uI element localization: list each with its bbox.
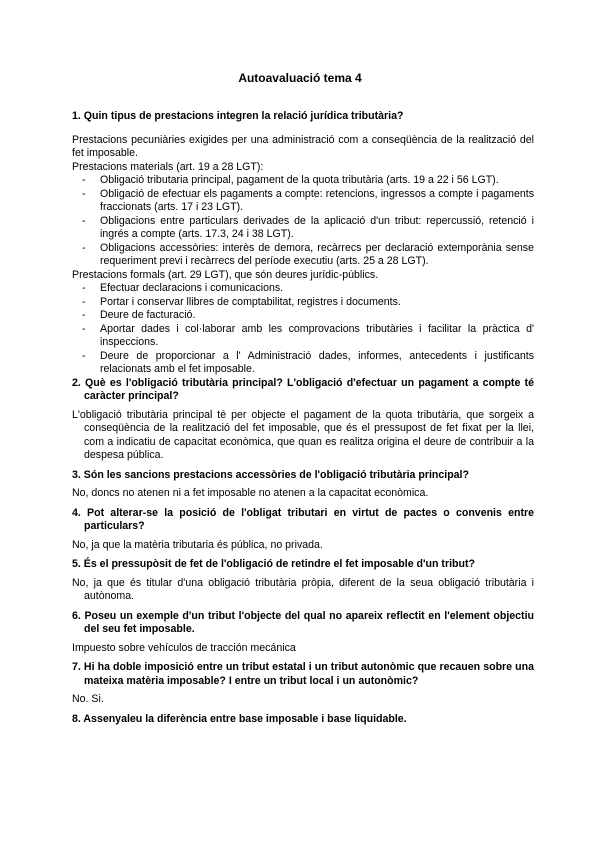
- question-4: 4. Pot alterar-se la posició de l'obligat tributari en virtut de pactes o convenis entre particulars?: [72, 506, 534, 532]
- document-title: Autoavaluació tema 4: [238, 71, 362, 85]
- list-item: - Portar i conservar llibres de comptabilitat, registres i documents.: [100, 296, 534, 310]
- list-item: - Obligacions accessòries: interès de demora, recàrrecs per declaració extemporània sense requeriment previ i recàrrecs del període executiu (arts. 25 a 28 LGT).: [100, 242, 534, 269]
- formals-list: [72, 282, 534, 377]
- question-8: 8. Assenyaleu la diferència entre base imposable i base liquidable.: [72, 712, 407, 725]
- list-item: - Efectuar declaracions i comunicacions.: [100, 282, 534, 296]
- list-item: - Obligació tributaria principal, pagament de la quota tributària (arts. 19 a 22 i 56 LGT).: [100, 174, 534, 188]
- question-7: 7. Hi ha doble imposició entre un tribut estatal i un tribut autonòmic que recauen sobre una mateixa matèria imposable? I entre un tribut local i un autonòmic?: [72, 661, 534, 687]
- answer-2: L'obligació tributària principal té per objecte el pagament de la quota tributària, que sorgeix a conseqüència de la realització del fet imposable, que és el pressupost de fet fixat per la llei, com a indicatiu de capacitat econòmica, que quan es realitza origina el deure de contribuir a la despesa pública.: [72, 408, 534, 461]
- answer-3: No, doncs no atenen ni a fet imposable no atenen a la capacitat econòmica.: [72, 487, 429, 499]
- list-item: - Obligació de efectuar els pagaments a compte: retencions, ingressos a compte i pagaments fraccionats (arts. 17 i 23 LGT).: [100, 188, 534, 215]
- answer-5: No, ja que és titular d'una obligació tributària pròpia, diferent de la seua obligació tributària i autònoma.: [72, 576, 534, 602]
- question-3: 3. Són les sancions prestacions accessòries de l'obligació tributària principal?: [72, 468, 469, 481]
- answer-4: No, ja que la matèria tributaria és pública, no privada.: [72, 538, 323, 551]
- question-6: 6. Poseu un exemple d'un tribut l'objecte del qual no apareix reflectit en l'element objectiu del seu fet imposable.: [72, 609, 534, 635]
- list-item: - Deure de proporcionar a l' Administració dades, informes, antecedents i justificants relacionats amb el fet imposable.: [100, 350, 534, 377]
- answer-1-intro: Prestacions pecuniàries exigides per una administració com a conseqüència de la realització del fet imposable.: [72, 133, 534, 159]
- answer-1-materials-label: Prestacions materials (art. 19 a 28 LGT):: [72, 160, 264, 173]
- question-5: 5. És el pressupòsit de fet de l'obligació de retindre el fet imposable d'un tribut?: [72, 558, 475, 570]
- answer-1-formals-label: Prestacions formals (art. 29 LGT), que són deures jurídic-públics.: [72, 268, 379, 281]
- question-2: 2. Què es l'obligació tributària principal? L'obligació d'efectuar un pagament a compte té caràcter principal?: [72, 376, 534, 402]
- document-content: [72, 110, 534, 731]
- list-item: - Obligacions entre particulars derivades de la aplicació d'un tribut: repercussió, retenció i ingrés a compte (arts. 17.3, 24 i 38 LGT).: [100, 215, 534, 242]
- list-item: - Aportar dades i col·laborar amb les comprovacions tributàries i facilitar la pràctica d' inspeccions.: [100, 323, 534, 350]
- list-item: - Deure de facturació.: [100, 309, 534, 323]
- materials-list: [72, 174, 534, 269]
- answer-6: Impuesto sobre vehículos de tracción mecánica: [72, 641, 296, 654]
- question-1: 1. Quin tipus de prestacions integren la relació jurídica tributària?: [72, 110, 404, 122]
- answer-7: No. Si.: [72, 693, 104, 705]
